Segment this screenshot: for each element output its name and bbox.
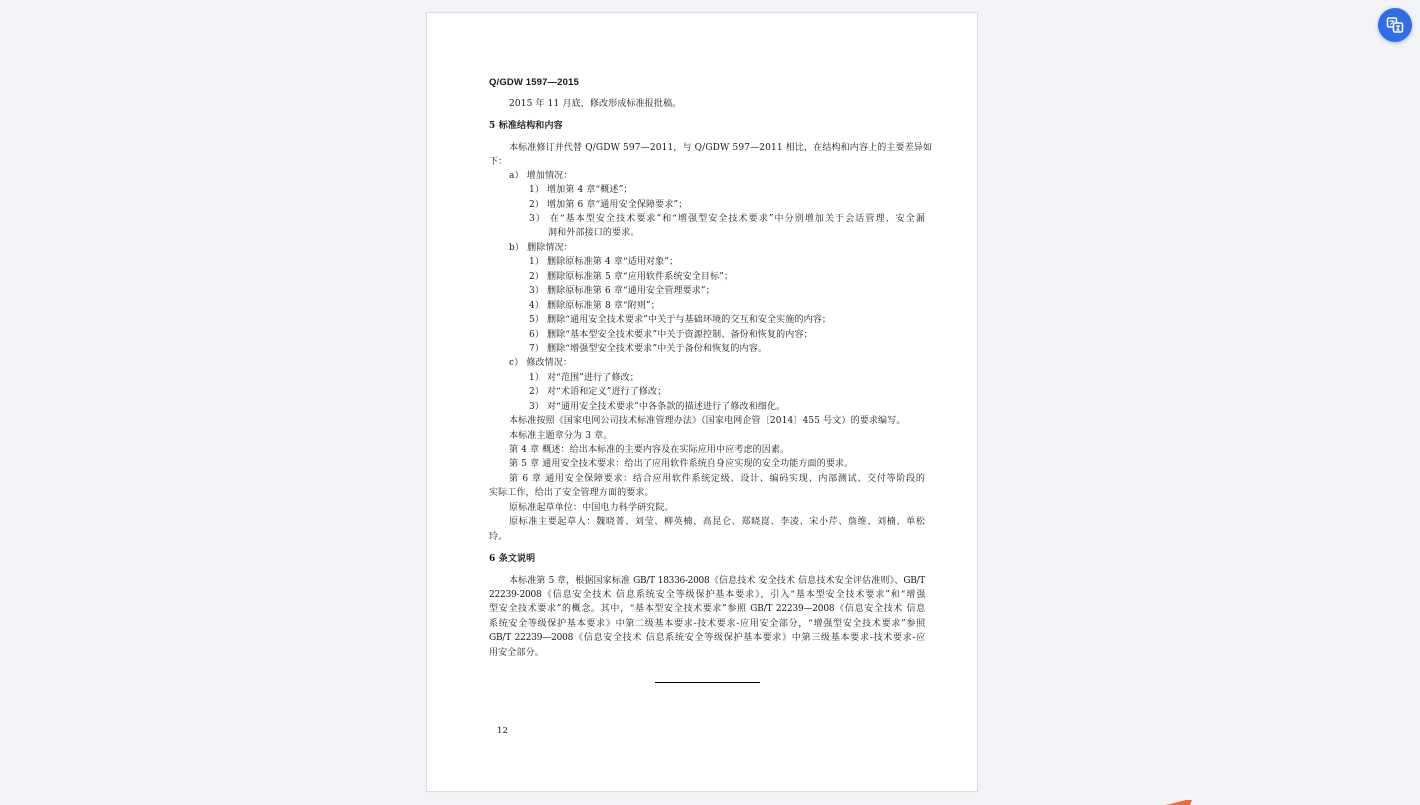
text-line: 原标准起草单位：中国电力科学研究院。	[509, 503, 674, 513]
list-item: 7） 删除“增强型安全技术要求”中关于备份和恢复的内容。	[529, 344, 767, 354]
list-item: 5） 删除“通用安全技术要求”中关于与基础环境的交互和安全实施的内容；	[529, 315, 832, 325]
corner-decoration	[1166, 800, 1192, 805]
list-item: 2） 删除原标准第 5 章“应用软件系统安全目标”；	[529, 272, 734, 282]
text-line: 22239-2008《信息安全技术 信息系统安全等级保护基本要求》，引入“基本型安全技术要求”和“增强	[489, 590, 925, 600]
list-item: 2） 增加第 6 章“通用安全保障要求”；	[529, 200, 688, 210]
text-line: 本标准按照《国家电网公司技术标准管理办法》（国家电网企管〔2014〕455 号文）的要求编写。	[509, 416, 906, 426]
text-line: 系统安全等级保护基本要求》中第二级基本要求-技术要求-应用安全部分，“增强型安全技术要求”参照	[489, 619, 925, 629]
text-line: 原标准主要起草人：魏晓菁、刘莹、柳英楠、高昆仑、郑晓崑、李凌、宋小芹、詹维、刘楠、单松	[509, 517, 925, 527]
text-line: 第 5 章 通用安全技术要求：给出了应用软件系统自身应实现的安全功能方面的要求。	[509, 459, 854, 469]
list-item: 1） 删除原标准第 4 章“适用对象”；	[529, 257, 679, 267]
text-line: 2015 年 11 月底，修改形成标准报批稿。	[509, 99, 682, 109]
text-line: 本标准第 5 章，根据国家标准 GB/T 18336-2008《信息技术 安全技术 信息技术安全评估准则》、GB/T	[509, 576, 925, 586]
page-number: 12	[497, 726, 509, 736]
translate-icon	[1386, 16, 1404, 34]
list-item: 3） 对“通用安全技术要求”中各条款的描述进行了修改和细化。	[529, 402, 786, 412]
list-item: 洞和外部接口的要求。	[548, 228, 640, 238]
translate-button[interactable]	[1378, 8, 1412, 42]
text-line: 第 6 章 通用安全保障要求：结合应用软件系统定级、设计、编码实现、内部测试、交付等阶段的	[509, 474, 925, 484]
list-item: c） 修改情况：	[509, 358, 573, 368]
text-line: 实际工作，给出了安全管理方面的要求。	[489, 488, 654, 498]
text-line: 第 4 章 概述：给出本标准的主要内容及在实际应用中应考虑的因素。	[509, 445, 790, 455]
text-line: 型安全技术要求”的概念。其中，“基本型安全技术要求”参照 GB/T 22239—2008《信息安全技术 信息	[489, 604, 925, 614]
list-item: 1） 增加第 4 章“概述”；	[529, 185, 633, 195]
list-item: 6） 删除“基本型安全技术要求”中关于资源控制、备份和恢复的内容；	[529, 330, 813, 340]
text-line: 下：	[489, 157, 508, 167]
list-item: 3） 删除原标准第 6 章“通用安全管理要求”；	[529, 286, 715, 296]
footer-rule	[655, 682, 760, 683]
document-page	[426, 12, 978, 792]
list-item: 4） 删除原标准第 8 章“附则”；	[529, 301, 660, 311]
list-item: 1） 对“范围”进行了修改；	[529, 373, 639, 383]
page-header: Q/GDW 1597—2015	[489, 77, 579, 88]
text-line: GB/T 22239—2008《信息安全技术 信息系统安全等级保护基本要求》中第三级基本要求-技术要求-应	[489, 633, 925, 643]
list-item: b） 删除情况：	[509, 243, 573, 253]
text-line: 本标准主题章分为 3 章。	[509, 431, 613, 441]
text-line: 玲。	[489, 532, 508, 542]
list-item: a） 增加情况：	[509, 171, 573, 181]
text-line: 用安全部分。	[489, 648, 544, 658]
list-item: 3） 在“基本型安全技术要求”和“增强型安全技术要求”中分别增加关于会话管理、安全漏	[529, 214, 925, 224]
section-heading: 5 标准结构和内容	[489, 121, 563, 131]
list-item: 2） 对“术语和定义”进行了修改；	[529, 387, 667, 397]
section-heading: 6 条文说明	[489, 554, 536, 564]
text-line: 本标准修订并代替 Q/GDW 597—2011，与 Q/GDW 597—2011 相比，在结构和内容上的主要差异如	[509, 143, 933, 153]
